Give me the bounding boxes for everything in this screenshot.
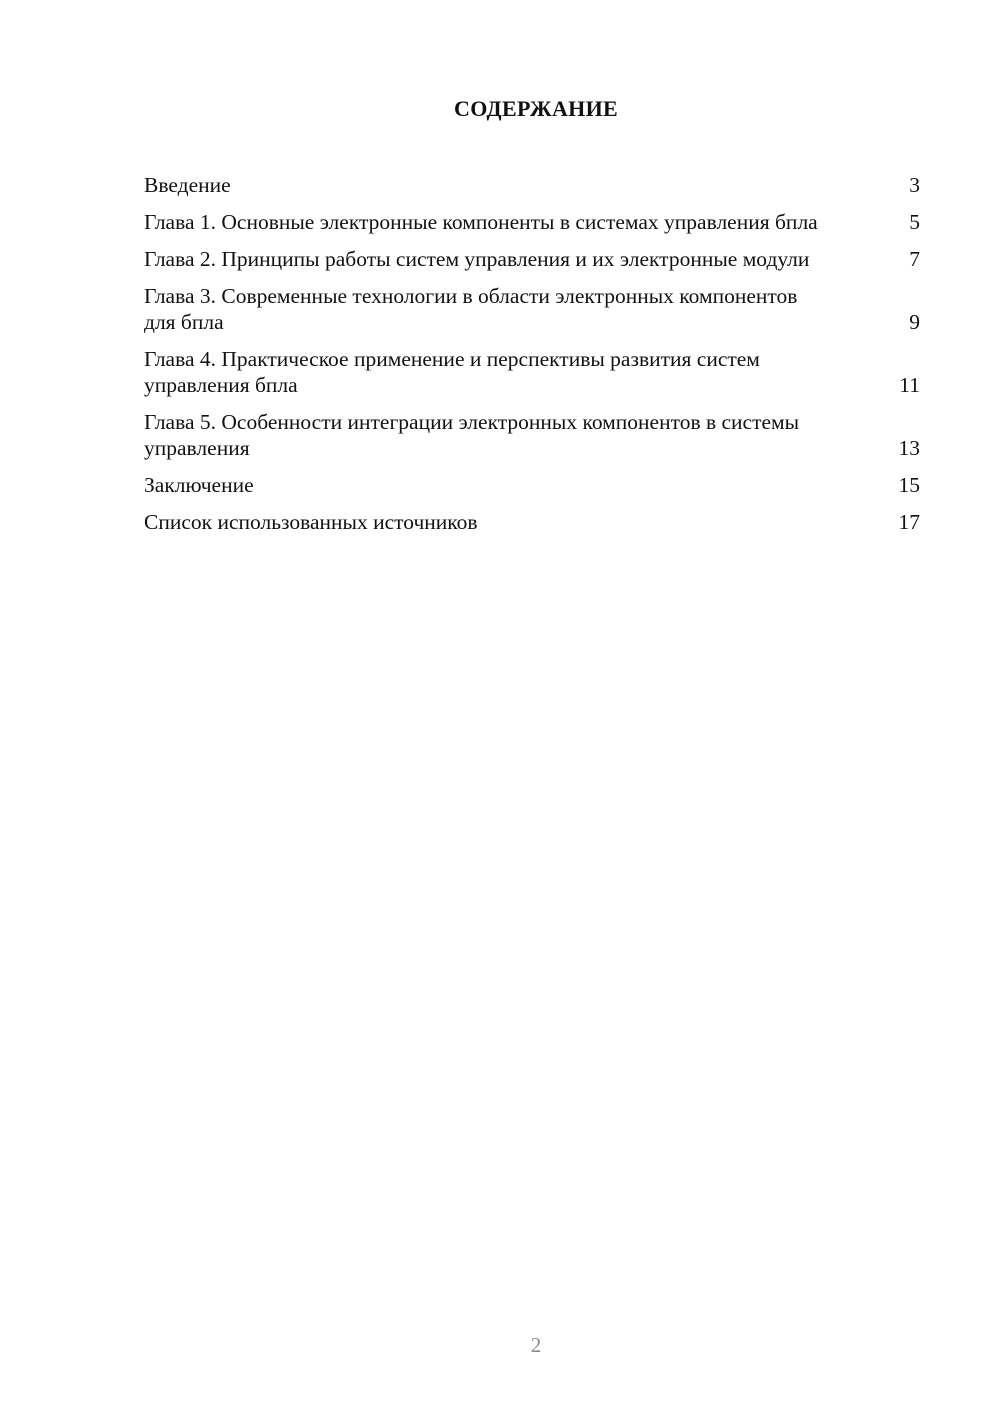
toc-entry-label: Глава 5. Особенности интеграции электронных компонентов в системы управления xyxy=(144,410,800,460)
toc-entry-chapter-3[interactable] xyxy=(144,283,920,335)
toc-entry-page: 9 xyxy=(909,310,920,334)
toc-entry-label: Заключение xyxy=(144,473,254,497)
toc-entry-chapter-4[interactable] xyxy=(144,346,920,398)
toc-entry-page: 11 xyxy=(899,373,920,397)
toc-entry-label: Глава 2. Принципы работы систем управления и их электронные модули xyxy=(144,247,810,271)
toc-entry-label: Введение xyxy=(144,173,231,197)
toc-entry-chapter-2[interactable] xyxy=(144,246,920,272)
table-of-contents xyxy=(144,172,920,546)
toc-entry-introduction[interactable] xyxy=(144,172,920,198)
toc-entry-label: Глава 3. Современные технологии в области электронных компонентов для бпла xyxy=(144,284,798,334)
toc-entry-page: 3 xyxy=(909,173,920,197)
toc-entry-label: Глава 4. Практическое применение и перспективы развития систем управления бпла xyxy=(144,347,760,397)
page-title: СОДЕРЖАНИЕ xyxy=(454,96,618,121)
toc-entry-chapter-5[interactable] xyxy=(144,409,920,461)
toc-entry-label: Список использованных источников xyxy=(144,510,478,534)
toc-entry-conclusion[interactable] xyxy=(144,472,920,498)
toc-entry-label: Глава 1. Основные электронные компоненты в системах управления бпла xyxy=(144,210,818,234)
toc-entry-references[interactable] xyxy=(144,509,920,535)
toc-entry-page: 13 xyxy=(898,436,920,460)
toc-entry-page: 17 xyxy=(898,510,920,534)
toc-entry-page: 5 xyxy=(909,210,920,234)
toc-entry-page: 15 xyxy=(898,473,920,497)
toc-entry-chapter-1[interactable] xyxy=(144,209,920,235)
footer-page-number: 2 xyxy=(530,1333,542,1357)
toc-entry-page: 7 xyxy=(909,247,920,271)
